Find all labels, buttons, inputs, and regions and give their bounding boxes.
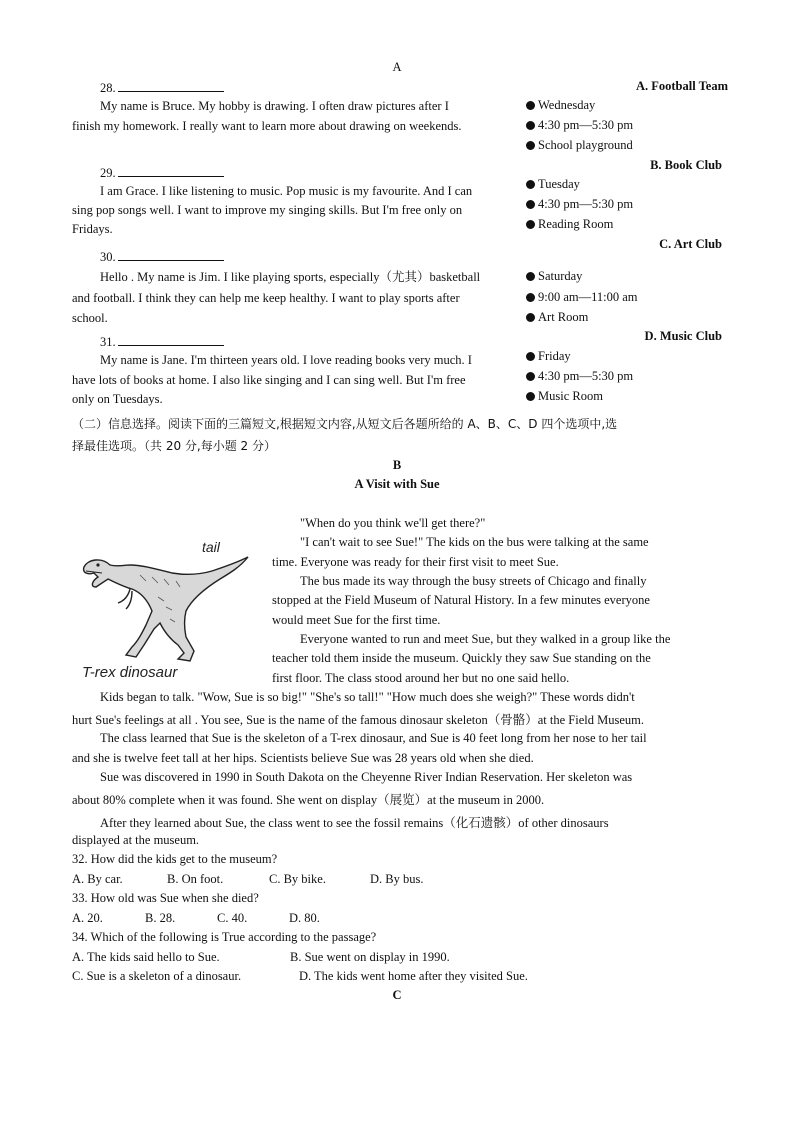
passage-line-11: hurt Sue's feelings at all . You see, Sue is the name of the famous dinosaur skeleton（骨骼）at the Field Museum. bbox=[72, 713, 644, 727]
q32-option-d[interactable]: D. By bus. bbox=[370, 872, 424, 886]
passage-line-3: time. Everyone was ready for their first visit to meet Sue. bbox=[272, 555, 559, 569]
section-c-letter: C bbox=[392, 988, 402, 1002]
trex-illustration bbox=[80, 527, 250, 682]
q34-option-a[interactable]: A. The kids said hello to Sue. bbox=[72, 950, 220, 964]
passage-line-17: displayed at the museum. bbox=[72, 833, 200, 847]
question-30-number: 30. bbox=[100, 248, 224, 265]
club-c-place: Art Room bbox=[526, 310, 588, 325]
q34-option-b[interactable]: B. Sue went on display in 1990. bbox=[290, 950, 450, 964]
club-c-day: Saturday bbox=[526, 269, 582, 284]
q33-option-c[interactable]: C. 40. bbox=[217, 911, 248, 925]
answer-blank-31[interactable] bbox=[118, 333, 224, 346]
tail-label: tail bbox=[202, 539, 220, 555]
passage-line-7: Everyone wanted to run and meet Sue, but they walked in a group like the bbox=[300, 632, 671, 646]
club-a-time: 4:30 pm—5:30 pm bbox=[526, 118, 633, 133]
q33-option-b[interactable]: B. 28. bbox=[145, 911, 176, 925]
q34-option-d[interactable]: D. The kids went home after they visited Sue. bbox=[299, 969, 528, 983]
q32-option-b[interactable]: B. On foot. bbox=[167, 872, 224, 886]
item-29-line-2: sing pop songs well. I want to improve my singing skills. But I'm free only on bbox=[72, 203, 463, 217]
question-32: 32. How did the kids get to the museum? bbox=[72, 852, 278, 866]
passage-line-6: would meet Sue for the first time. bbox=[272, 613, 441, 627]
section-a-letter: A bbox=[392, 60, 402, 74]
item-30-line-2: and football. I think they can help me keep healthy. I want to play sports after bbox=[72, 291, 460, 305]
instructions-line-2: 择最佳选项。（共 20 分,每小题 2 分） bbox=[72, 439, 276, 453]
passage-line-4: The bus made its way through the busy streets of Chicago and finally bbox=[300, 574, 647, 588]
passage-title: A Visit with Sue bbox=[354, 477, 440, 491]
question-31-number: 31. bbox=[100, 333, 224, 350]
club-d-title: D. Music Club bbox=[644, 329, 722, 343]
club-b-time: 4:30 pm—5:30 pm bbox=[526, 197, 633, 212]
item-30-line-3: school. bbox=[72, 311, 108, 325]
question-28-number: 28. bbox=[100, 79, 224, 96]
q33-option-a[interactable]: A. 20. bbox=[72, 911, 103, 925]
item-31-line-3: only on Tuesdays. bbox=[72, 392, 163, 406]
item-29-line-3: Fridays. bbox=[72, 222, 113, 236]
section-b-letter: B bbox=[392, 458, 402, 472]
passage-line-16: After they learned about Sue, the class went to see the fossil remains（化石遗骸）of other dinosaurs bbox=[100, 816, 609, 830]
item-31-line-2: have lots of books at home. I also like singing and I can sing well. But I'm free bbox=[72, 373, 466, 387]
question-29-number: 29. bbox=[100, 164, 224, 181]
club-a-place: School playground bbox=[526, 138, 633, 153]
q33-option-d[interactable]: D. 80. bbox=[289, 911, 320, 925]
q32-option-a[interactable]: A. By car. bbox=[72, 872, 123, 886]
item-28-line-2: finish my homework. I really want to learn more about drawing on weekends. bbox=[72, 119, 462, 133]
q34-option-c[interactable]: C. Sue is a skeleton of a dinosaur. bbox=[72, 969, 242, 983]
club-d-day: Friday bbox=[526, 349, 571, 364]
item-31-line-1: My name is Jane. I'm thirteen years old. I love reading books very much. I bbox=[100, 353, 472, 367]
question-34: 34. Which of the following is True according to the passage? bbox=[72, 930, 377, 944]
item-28-line-1: My name is Bruce. My hobby is drawing. I often draw pictures after I bbox=[100, 99, 449, 113]
club-b-day: Tuesday bbox=[526, 177, 580, 192]
passage-line-9: first floor. The class stood around her but no one said hello. bbox=[272, 671, 570, 685]
item-29-line-1: I am Grace. I like listening to music. Pop music is my favourite. And I can bbox=[100, 184, 473, 198]
club-d-place: Music Room bbox=[526, 389, 603, 404]
answer-blank-29[interactable] bbox=[118, 164, 224, 177]
club-b-place: Reading Room bbox=[526, 217, 613, 232]
passage-line-1: "When do you think we'll get there?" bbox=[300, 516, 486, 530]
passage-line-13: and she is twelve feet tall at her hips. Scientists believe Sue was 28 years old when she died. bbox=[72, 751, 534, 765]
club-d-time: 4:30 pm—5:30 pm bbox=[526, 369, 633, 384]
answer-blank-30[interactable] bbox=[118, 248, 224, 261]
passage-line-12: The class learned that Sue is the skeleton of a T-rex dinosaur, and Sue is 40 feet long from her nose to her tail bbox=[100, 731, 647, 745]
passage-line-5: stopped at the Field Museum of Natural History. In a few minutes everyone bbox=[272, 593, 650, 607]
question-33: 33. How old was Sue when she died? bbox=[72, 891, 259, 905]
club-c-title: C. Art Club bbox=[659, 237, 722, 251]
club-c-time: 9:00 am—11:00 am bbox=[526, 290, 638, 305]
club-a-day: Wednesday bbox=[526, 98, 595, 113]
trex-caption: T-rex dinosaur bbox=[82, 664, 178, 681]
passage-line-14: Sue was discovered in 1990 in South Dakota on the Cheyenne River Indian Reservation. Her skeleton was bbox=[100, 770, 633, 784]
club-b-title: B. Book Club bbox=[650, 158, 722, 172]
item-30-line-1: Hello . My name is Jim. I like playing sports, especially（尤其）basketball bbox=[100, 270, 481, 284]
club-a-title: A. Football Team bbox=[635, 79, 728, 93]
trex-dinosaur-icon bbox=[80, 527, 250, 682]
q32-option-c[interactable]: C. By bike. bbox=[269, 872, 326, 886]
passage-line-15: about 80% complete when it was found. She went on display（展览）at the museum in 2000. bbox=[72, 793, 545, 807]
passage-line-2: "I can't wait to see Sue!" The kids on the bus were talking at the same bbox=[300, 535, 649, 549]
passage-line-8: teacher told them inside the museum. Quickly they saw Sue standing on the bbox=[272, 651, 651, 665]
instructions-line-1: （二）信息选择。阅读下面的三篇短文,根据短文内容,从短文后各题所给的 A、B、C、D 四个选项中,选 bbox=[72, 417, 618, 431]
passage-line-10: Kids began to talk. "Wow, Sue is so big!" "She's so tall!" "How much does she weigh?" These words didn't bbox=[100, 690, 635, 704]
answer-blank-28[interactable] bbox=[118, 79, 224, 92]
